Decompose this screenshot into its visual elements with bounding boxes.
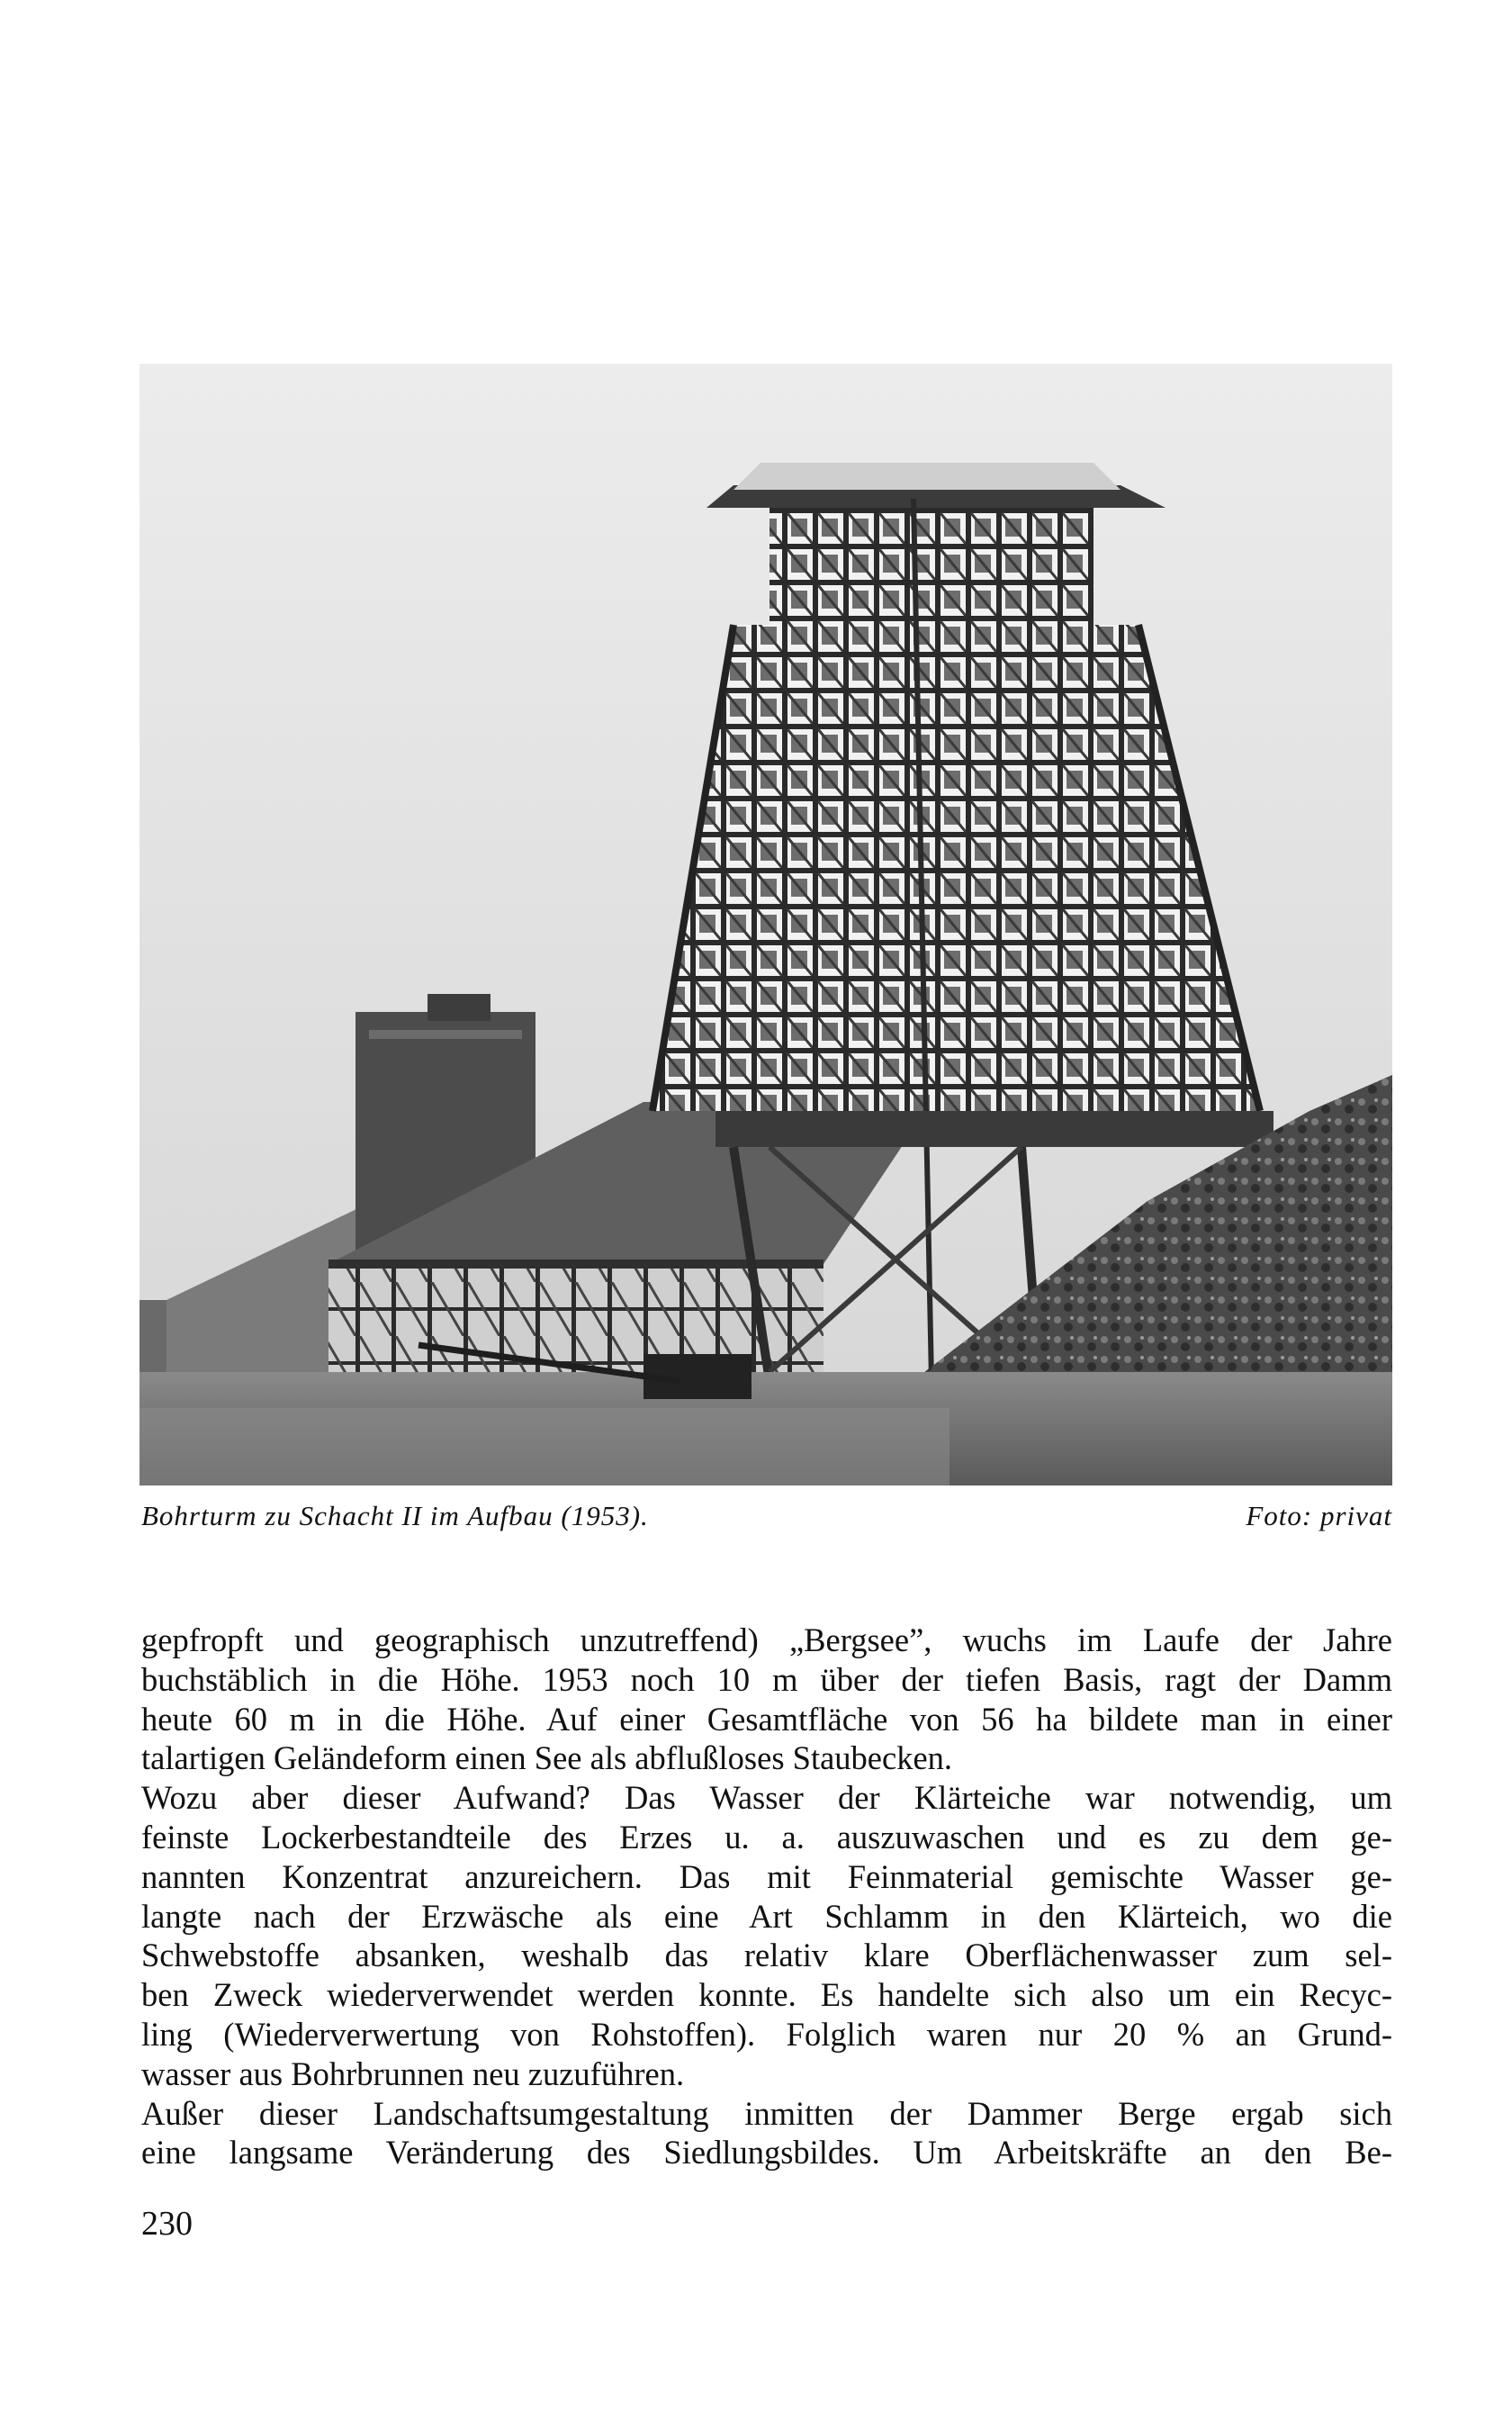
photo-drilling-tower-image [140,364,1392,1485]
text-line: eine langsame Veränderung des Siedlungsbildes. Um Arbeitskräfte an den Be- [141,2134,1392,2172]
photo-drilling-tower [140,364,1392,1485]
photo-credit: Foto: privat [1246,1500,1392,1531]
text-line: langte nach der Erzwäsche als eine Art Schlamm in den Klärteich, wo die [141,1897,1392,1935]
page-number: 230 [141,2205,193,2243]
text-line: ben Zweck wiederverwendet werden konnte. Es handelte sich also um ein Recyc- [141,1976,1392,2014]
text-line: heute 60 m in die Höhe. Auf einer Gesamtfläche von 56 ha bildete man in einer [141,1700,1392,1738]
text-line: talartigen Geländeform einen See als abflußloses Staubecken. [141,1739,953,1777]
text-line: Schwebstoffe absanken, weshalb das relativ klare Oberflächenwasser zum sel- [141,1937,1392,1974]
text-line: ling (Wiederverwertung von Rohstoffen). Folglich waren nur 20 % an Grund- [141,2015,1392,2053]
text-line: buchstäblich in die Höhe. 1953 noch 10 m über der tiefen Basis, ragt der Damm [141,1660,1392,1698]
figure-caption-row [141,1500,1392,1540]
body-text [141,1621,1392,2172]
text-line: feinste Lockerbestandteile des Erzes u. a. auszuwaschen und es zu dem ge- [141,1818,1392,1856]
text-line: gepfropft und geographisch unzutreffend) „Bergsee”, wuchs im Laufe der Jahre [141,1621,1392,1658]
text-line: Wozu aber dieser Aufwand? Das Wasser der Klärteiche war notwendig, um [141,1779,1392,1817]
text-line: nannten Konzentrat anzureichern. Das mit Feinmaterial gemischte Wasser ge- [141,1857,1392,1895]
text-line: Außer dieser Landschaftsumgestaltung inmitten der Dammer Berge ergab sich [141,2094,1392,2132]
figure-caption: Bohrturm zu Schacht II im Aufbau (1953). [141,1500,649,1531]
text-line: wasser aus Bohrbrunnen neu zuzuführen. [141,2054,685,2092]
